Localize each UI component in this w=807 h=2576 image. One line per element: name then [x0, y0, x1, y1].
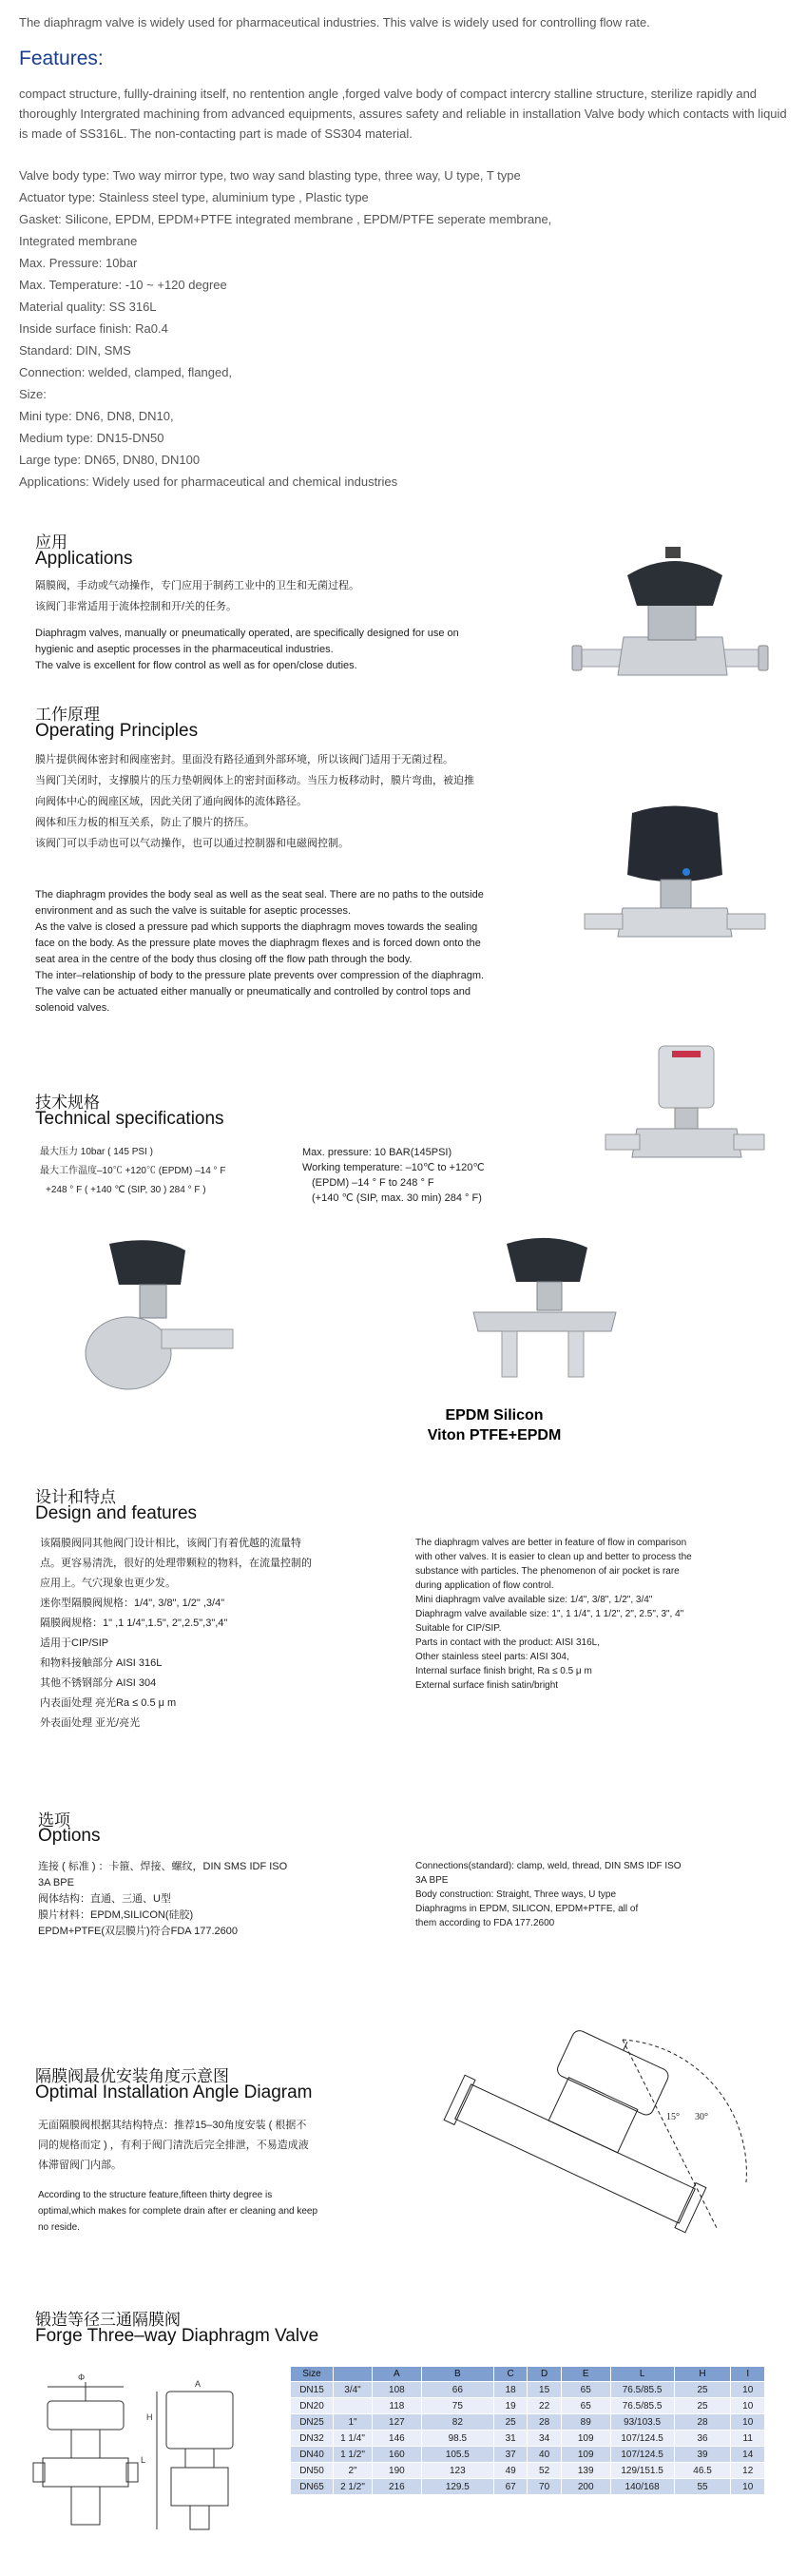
table-cell: 108 [373, 2382, 422, 2398]
table-row [291, 2382, 765, 2398]
specs-caption [361, 1405, 627, 1445]
table-cell [334, 2398, 373, 2414]
specs-en-line: (EPDM) –14 ° F to 248 ° F [312, 1177, 434, 1189]
table-cell: 15 [528, 2382, 561, 2398]
dimension-table-wrapper [290, 2366, 765, 2495]
specs-title-en: Technical specifications [35, 1109, 224, 1129]
table-cell: 11 [731, 2431, 765, 2447]
table-cell: 76.5/85.5 [610, 2382, 674, 2398]
angle-en-line: no reside. [38, 2222, 80, 2233]
principles-cn-line: 阀体和压力板的相互关系，防止了膜片的挤压。 [35, 817, 255, 828]
table-cell: 70 [528, 2479, 561, 2495]
features-item: Material quality: SS 316L [19, 300, 157, 314]
features-item: Large type: DN65, DN80, DN100 [19, 453, 201, 467]
design-en-line: Internal surface finish bright, Ra ≤ 0.5 μ m [415, 1666, 592, 1676]
design-en-line: during application of flow control. [415, 1580, 554, 1591]
principles-cn-text [35, 749, 548, 854]
specs-cn-line: 最大工作温度–10℃ +120℃ (EPDM) –14 ° F [40, 1166, 226, 1176]
col-header [334, 2367, 373, 2382]
table-cell: 19 [493, 2398, 527, 2414]
options-cn-line: EPDM+PTFE(双层膜片)符合FDA 177.2600 [38, 1926, 238, 1937]
table-cell: 2 1/2" [334, 2479, 373, 2495]
table-cell: 216 [373, 2479, 422, 2495]
applications-cn-line: 该阀门非常适用于流体控制和开/关的任务。 [35, 601, 238, 612]
applications-cn-text [35, 575, 529, 617]
col-header: I [731, 2367, 765, 2382]
features-item: Valve body type: Two way mirror type, two way sand blasting type, three way, U type, T type [19, 168, 521, 183]
design-en-line: External surface finish satin/bright [415, 1680, 559, 1691]
table-cell: 1 1/2" [334, 2447, 373, 2463]
principles-cn-line: 膜片提供阀体密封和阀座密封。里面没有路径通到外部环境，所以该阀门适用于无菌过程。 [35, 754, 453, 765]
design-cn-line: 隔膜阀规格：1" ,1 1/4",1.5", 2",2.5",3",4" [40, 1617, 228, 1629]
table-cell: 129.5 [421, 2479, 493, 2495]
design-cn-line: 和物料接触部分 AISI 316L [40, 1657, 163, 1669]
col-header: B [421, 2367, 493, 2382]
table-cell: 65 [561, 2382, 610, 2398]
design-en-line: Diaphragm valve available size: 1", 1 1/4", 1 1/2", 2", 2.5", 3", 4" [415, 1609, 684, 1619]
specs-caption-line: Viton PTFE+EPDM [427, 1427, 562, 1443]
features-list [19, 165, 794, 493]
table-cell: 39 [674, 2447, 731, 2463]
design-cn-line: 适用于CIP/SIP [40, 1637, 109, 1649]
table-cell: 10 [731, 2398, 765, 2414]
valve-manual-photo [570, 547, 770, 694]
table-cell: 75 [421, 2398, 493, 2414]
table-cell: 109 [561, 2431, 610, 2447]
dim-label-l: L [141, 2455, 146, 2465]
principles-cn-line: 向阀体中心的阀座区域，因此关闭了通向阀体的流体路径。 [35, 796, 307, 807]
features-item: Applications: Widely used for pharmaceutical and chemical industries [19, 475, 398, 489]
design-en-line: Other stainless steel parts: AISI 304, [415, 1652, 569, 1662]
principles-en-line: face on the body. As the pressure plate moves the diaphragm flexes and is forced down onto the [35, 938, 481, 949]
design-cn-line: 点。更容易清洗，很好的处理带颗粒的物料，在流量控制的 [40, 1558, 312, 1569]
table-cell: 28 [674, 2414, 731, 2431]
design-en-line: Mini diaphragm valve available size: 1/4", 3/8", 1/2", 3/4" [415, 1595, 653, 1605]
table-row [291, 2479, 765, 2495]
angle-title-en: Optimal Installation Angle Diagram [35, 2082, 313, 2102]
table-cell: 3/4" [334, 2382, 373, 2398]
features-title: Features: [19, 48, 104, 69]
table-cell: 37 [493, 2447, 527, 2463]
specs-en-line: (+140 ℃ (SIP, max. 30 min) 284 ° F) [312, 1192, 482, 1204]
col-header: D [528, 2367, 561, 2382]
features-item: Medium type: DN15-DN50 [19, 431, 164, 445]
applications-en-line: Diaphragm valves, manually or pneumatically operated, are specifically designed for use on [35, 628, 459, 639]
table-cell: 200 [561, 2479, 610, 2495]
specs-en-text [302, 1145, 485, 1206]
table-cell: 25 [674, 2398, 731, 2414]
table-cell: 105.5 [421, 2447, 493, 2463]
design-title-cn: 设计和特点 [35, 1488, 116, 1506]
valve-three-way-photo [454, 1236, 625, 1388]
design-cn-line: 外表面处理 亚光/亮光 [40, 1717, 141, 1729]
dim-label-h: H [146, 2412, 153, 2422]
table-cell: 1" [334, 2414, 373, 2431]
features-item: Inside surface finish: Ra0.4 [19, 321, 168, 336]
options-en-line: them according to FDA 177.2600 [415, 1918, 555, 1928]
options-cn-line: 连接 ( 标准 ) ：卡箍、焊接、螺纹，DIN SMS IDF ISO [38, 1861, 288, 1872]
features-item: Max. Temperature: -10 ~ +120 degree [19, 278, 227, 292]
options-title-cn: 选项 [38, 1811, 70, 1830]
table-cell: 93/103.5 [610, 2414, 674, 2431]
table-cell: 118 [373, 2398, 422, 2414]
design-en-line: Suitable for CIP/SIP. [415, 1623, 502, 1634]
principles-cn-line: 当阀门关闭时，支撑膜片的压力垫朝阀体上的密封面移动。当压力板移动时，膜片弯曲，被迫推 [35, 775, 474, 786]
design-en-line: Parts in contact with the product: AISI 316L, [415, 1637, 600, 1648]
applications-cn-line: 隔膜阀，手动或气动操作，专门应用于制药工业中的卫生和无菌过程。 [35, 580, 359, 591]
specs-cn-line: 最大压力 10bar ( 145 PSI ) [40, 1147, 153, 1157]
design-title-en: Design and features [35, 1503, 198, 1523]
table-cell: 109 [561, 2447, 610, 2463]
design-cn-text [40, 1534, 401, 1733]
principles-en-line: seat area in the centre of the body thus closing off the flow path through the body. [35, 954, 413, 965]
options-en-line: Diaphragms in EPDM, SILICON, EPDM+PTFE, all of [415, 1904, 639, 1914]
table-cell: 25 [493, 2414, 527, 2431]
options-cn-line: 阀体结构：直通、三通、U型 [38, 1893, 171, 1905]
specs-en-line: Max. pressure: 10 BAR(145PSI) [302, 1147, 452, 1158]
principles-en-line: solenoid valves. [35, 1002, 110, 1014]
col-header: E [561, 2367, 610, 2382]
features-item: Connection: welded, clamped, flanged, [19, 365, 233, 379]
applications-title-cn: 应用 [35, 533, 67, 552]
principles-en-line: The valve can be actuated either manually or pneumatically and controlled by control tops and [35, 986, 471, 997]
table-cell: 146 [373, 2431, 422, 2447]
applications-en-line: The valve is excellent for flow control as well as for open/close duties. [35, 660, 357, 671]
angle-cn-line: 无面隔膜阀根据其结构特点：推荐15–30角度安装 ( 根据不 [38, 2120, 307, 2131]
table-cell: 140/168 [610, 2479, 674, 2495]
specs-en-line: Working temperature: –10℃ to +120℃ [302, 1162, 485, 1173]
table-cell: DN25 [291, 2414, 334, 2431]
table-cell: 66 [421, 2382, 493, 2398]
table-cell: 98.5 [421, 2431, 493, 2447]
table-cell: 107/124.5 [610, 2431, 674, 2447]
principles-title-en: Operating Principles [35, 721, 199, 741]
features-item: Standard: DIN, SMS [19, 343, 131, 358]
col-header: C [493, 2367, 527, 2382]
angle-cn-text [38, 2116, 380, 2176]
options-cn-line: 3A BPE [38, 1877, 74, 1888]
options-title-en: Options [38, 1826, 101, 1846]
design-cn-line: 其他不锈钢部分 AISI 304 [40, 1677, 157, 1689]
table-cell: 76.5/85.5 [610, 2398, 674, 2414]
table-row [291, 2431, 765, 2447]
table-cell: 67 [493, 2479, 527, 2495]
principles-en-line: environment and as such the valve is suitable for aseptic processes. [35, 905, 352, 917]
col-header: Size [291, 2367, 334, 2382]
dimension-table-header [291, 2367, 765, 2382]
angle-title-cn: 隔膜阀最优安装角度示意图 [35, 2067, 229, 2085]
design-en-line: substance with particles. The phenomenon of air pocket is rare [415, 1566, 680, 1577]
options-en-text [415, 1859, 796, 1930]
table-cell: 18 [493, 2382, 527, 2398]
features-item: Size: [19, 387, 47, 401]
table-cell: 12 [731, 2463, 765, 2479]
table-cell: 107/124.5 [610, 2447, 674, 2463]
angle-diagram [432, 2030, 760, 2235]
angle-label-30: 30° [695, 2112, 708, 2122]
angle-en-line: According to the structure feature,fifteen thirty degree is [38, 2190, 273, 2200]
dimension-table [290, 2366, 765, 2495]
table-cell: 55 [674, 2479, 731, 2495]
table-cell: 2" [334, 2463, 373, 2479]
valve-dimension-drawing [29, 2363, 271, 2534]
table-cell: 1 1/4" [334, 2431, 373, 2447]
specs-title-cn: 技术规格 [35, 1094, 100, 1112]
table-cell: 49 [493, 2463, 527, 2479]
valve-actuator-photo [604, 1041, 765, 1179]
features-item: Actuator type: Stainless steel type, aluminium type , Plastic type [19, 190, 369, 204]
table-cell: 10 [731, 2414, 765, 2431]
angle-label-15: 15° [666, 2112, 680, 2122]
angle-cn-line: 体滞留阀门内部。 [38, 2160, 122, 2171]
features-description: compact structure, fullly-draining itself, no rentention angle ,forged valve body of compact intercry stalline structure, sterilize rapidly and thoroughly Intergrated machining from advanced equipments, assures safety and reliable in installation Valve body which contacts with liquid is made of SS316L. The non-contacting part is made of SS304 material. [19, 87, 787, 141]
col-header: A [373, 2367, 422, 2382]
table-cell: DN15 [291, 2382, 334, 2398]
applications-en-text [35, 626, 529, 674]
table-row [291, 2414, 765, 2431]
table-cell: 65 [561, 2398, 610, 2414]
principles-cn-line: 该阀门可以手动也可以气动操作，也可以通过控制器和电磁阀控制。 [35, 838, 349, 849]
features-item: Integrated membrane [19, 234, 138, 248]
table-cell: 160 [373, 2447, 422, 2463]
design-cn-line: 应用上。气穴现象也更少发。 [40, 1578, 176, 1589]
col-header: L [610, 2367, 674, 2382]
features-item: Gasket: Silicone, EPDM, EPDM+PTFE integrated membrane , EPDM/PTFE seperate membrane, [19, 212, 552, 226]
col-header: H [674, 2367, 731, 2382]
table-row [291, 2447, 765, 2463]
options-cn-text [38, 1859, 399, 1940]
applications-en-line: hygienic and aseptic processes in the pharmaceutical industries. [35, 644, 334, 655]
table-cell: 52 [528, 2463, 561, 2479]
design-cn-line: 该隔膜阀同其他阀门设计相比，该阀门有着优越的流量特 [40, 1538, 301, 1549]
table-cell: DN65 [291, 2479, 334, 2495]
features-item: Mini type: DN6, DN8, DN10, [19, 409, 174, 423]
options-en-line: 3A BPE [415, 1875, 449, 1886]
specs-cn-text [40, 1143, 225, 1200]
table-cell: 139 [561, 2463, 610, 2479]
table-row [291, 2463, 765, 2479]
principles-en-line: The diaphragm provides the body seal as well as the seat seal. There are no paths to the outside [35, 889, 484, 901]
angle-en-line: optimal,which makes for complete drain after er cleaning and keep [38, 2206, 318, 2217]
dim-label-phi: Φ [78, 2373, 86, 2382]
dim-label-a: A [195, 2379, 202, 2389]
table-cell: 14 [731, 2447, 765, 2463]
angle-en-text [38, 2187, 399, 2236]
table-cell: DN20 [291, 2398, 334, 2414]
intro-text: The diaphragm valve is widely used for pharmaceutical industries. This valve is widely used for controlling flow rate. [19, 15, 650, 29]
design-en-text [415, 1536, 796, 1693]
principles-en-text [35, 887, 567, 1017]
valve-pneumatic-photo [580, 804, 770, 956]
table-cell: DN50 [291, 2463, 334, 2479]
principles-title-cn: 工作原理 [35, 706, 100, 724]
table-cell: 40 [528, 2447, 561, 2463]
table-cell: 123 [421, 2463, 493, 2479]
options-en-line: Body construction: Straight, Three ways, U type [415, 1889, 617, 1900]
principles-en-line: As the valve is closed a pressure pad which supports the diaphragm moves towards the sealing [35, 921, 478, 933]
table-row [291, 2398, 765, 2414]
options-en-line: Connections(standard): clamp, weld, thread, DIN SMS IDF ISO [415, 1861, 682, 1871]
design-cn-line: 迷你型隔膜阀规格：1/4", 3/8", 1/2" ,3/4" [40, 1598, 225, 1609]
principles-en-line: The inter–relationship of body to the pressure plate prevents over compression of the diaphragm. [35, 970, 485, 981]
applications-title-en: Applications [35, 549, 133, 569]
features-item: Max. Pressure: 10bar [19, 256, 138, 270]
table-cell: 89 [561, 2414, 610, 2431]
table-cell: 127 [373, 2414, 422, 2431]
forge-title-en: Forge Three–way Diaphragm Valve [35, 2326, 319, 2346]
table-cell: 28 [528, 2414, 561, 2431]
options-cn-line: 膜片材料：EPDM,SILICON(硅胶) [38, 1909, 194, 1921]
design-cn-line: 内表面处理 亮光Ra ≤ 0.5 μ m [40, 1697, 177, 1709]
table-cell: 10 [731, 2382, 765, 2398]
table-cell: 34 [528, 2431, 561, 2447]
table-cell: DN32 [291, 2431, 334, 2447]
table-cell: 82 [421, 2414, 493, 2431]
table-cell: DN40 [291, 2447, 334, 2463]
angle-cn-line: 同的规格而定 ) ，有利于阀门清洗后完全排泄，不易造成液 [38, 2140, 309, 2151]
valve-tank-photo [71, 1239, 238, 1396]
table-cell: 22 [528, 2398, 561, 2414]
table-cell: 25 [674, 2382, 731, 2398]
table-cell: 46.5 [674, 2463, 731, 2479]
table-cell: 129/151.5 [610, 2463, 674, 2479]
specs-caption-line: EPDM Silicon [445, 1407, 544, 1424]
table-cell: 31 [493, 2431, 527, 2447]
forge-title-cn: 锻造等径三通隔膜阀 [35, 2311, 181, 2329]
table-cell: 190 [373, 2463, 422, 2479]
table-cell: 36 [674, 2431, 731, 2447]
design-en-line: with other valves. It is easier to clean up and better to process the [415, 1552, 692, 1562]
table-cell: 10 [731, 2479, 765, 2495]
design-en-line: The diaphragm valves are better in feature of flow in comparison [415, 1538, 687, 1548]
specs-cn-line: +248 ° F ( +140 ℃ (SIP, 30 ) 284 ° F ) [46, 1185, 206, 1195]
